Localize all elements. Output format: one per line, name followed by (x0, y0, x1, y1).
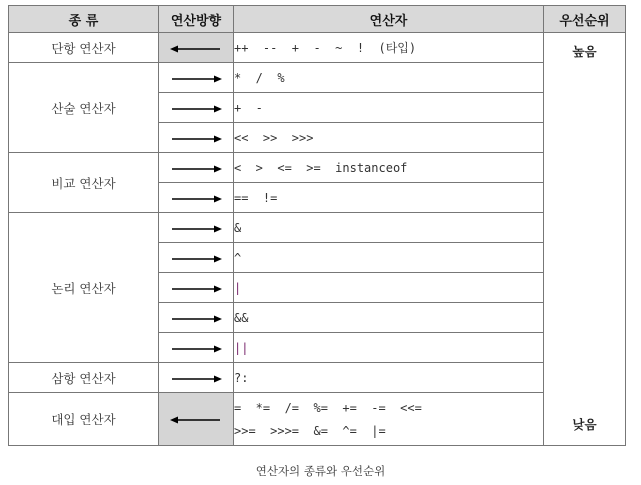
direction-cell (159, 63, 234, 93)
assignment-line-2: >>= >>>= &= ^= |= (234, 423, 386, 438)
arrow-right-icon (170, 254, 222, 264)
direction-cell (159, 393, 234, 446)
operators-ternary: ?: (234, 363, 544, 393)
header-kind: 종 류 (9, 6, 159, 33)
direction-cell (159, 93, 234, 123)
header-operators: 연산자 (234, 6, 544, 33)
precedence-high-label: 높음 (572, 44, 597, 59)
direction-cell (159, 153, 234, 183)
kind-ternary: 삼항 연산자 (9, 363, 159, 393)
arrow-right-icon (170, 224, 222, 234)
operators-logical-or (234, 333, 544, 363)
operator-precedence-table (8, 5, 626, 446)
arrow-right-icon (170, 284, 222, 294)
direction-cell (159, 33, 234, 63)
arrow-right-icon (170, 194, 222, 204)
arrow-right-icon (170, 344, 222, 354)
table-row (9, 63, 626, 93)
pipe-operator-text: | (234, 280, 242, 295)
table-row (9, 393, 626, 446)
direction-cell (159, 213, 234, 243)
kind-comparison: 비교 연산자 (9, 153, 159, 213)
operators-equality: == != (234, 183, 544, 213)
direction-cell (159, 333, 234, 363)
precedence-low-label: 낮음 (572, 417, 597, 432)
direction-cell (159, 303, 234, 333)
header-precedence: 우선순위 (544, 6, 626, 33)
direction-cell (159, 123, 234, 153)
arrow-right-icon (170, 104, 222, 114)
arrow-right-icon (170, 74, 222, 84)
table-header-row (9, 6, 626, 33)
table-row (9, 153, 626, 183)
operators-assignment (234, 393, 544, 446)
assignment-line-1: = *= /= %= += -= <<= (234, 400, 422, 415)
header-direction: 연산방향 (159, 6, 234, 33)
operators-additive: + - (234, 93, 544, 123)
kind-unary: 단항 연산자 (9, 33, 159, 63)
precedence-column (544, 33, 626, 446)
arrow-right-icon (170, 314, 222, 324)
kind-arithmetic: 산술 연산자 (9, 63, 159, 153)
operators-unary: ++ -- + - ~ ! (타입) (234, 33, 544, 63)
table-caption: 연산자의 종류와 우선순위 (255, 464, 386, 478)
direction-cell (159, 243, 234, 273)
arrow-right-icon (170, 134, 222, 144)
kind-logical: 논리 연산자 (9, 213, 159, 363)
operators-multiplicative: * / % (234, 63, 544, 93)
operators-relational: < > <= >= instanceof (234, 153, 544, 183)
arrow-right-icon (170, 374, 222, 384)
direction-cell (159, 363, 234, 393)
operators-shift: << >> >>> (234, 123, 544, 153)
operators-logical-and: && (234, 303, 544, 333)
arrow-left-icon (170, 415, 222, 425)
arrow-left-icon (170, 44, 222, 54)
table-row (9, 33, 626, 63)
operators-bitwise-xor: ^ (234, 243, 544, 273)
pipe-operator-text: || (234, 340, 249, 355)
operators-bitwise-and: & (234, 213, 544, 243)
direction-cell (159, 183, 234, 213)
kind-assignment: 대입 연산자 (9, 393, 159, 446)
table-row (9, 213, 626, 243)
arrow-right-icon (170, 164, 222, 174)
direction-cell (159, 273, 234, 303)
operators-bitwise-or (234, 273, 544, 303)
table-row (9, 363, 626, 393)
